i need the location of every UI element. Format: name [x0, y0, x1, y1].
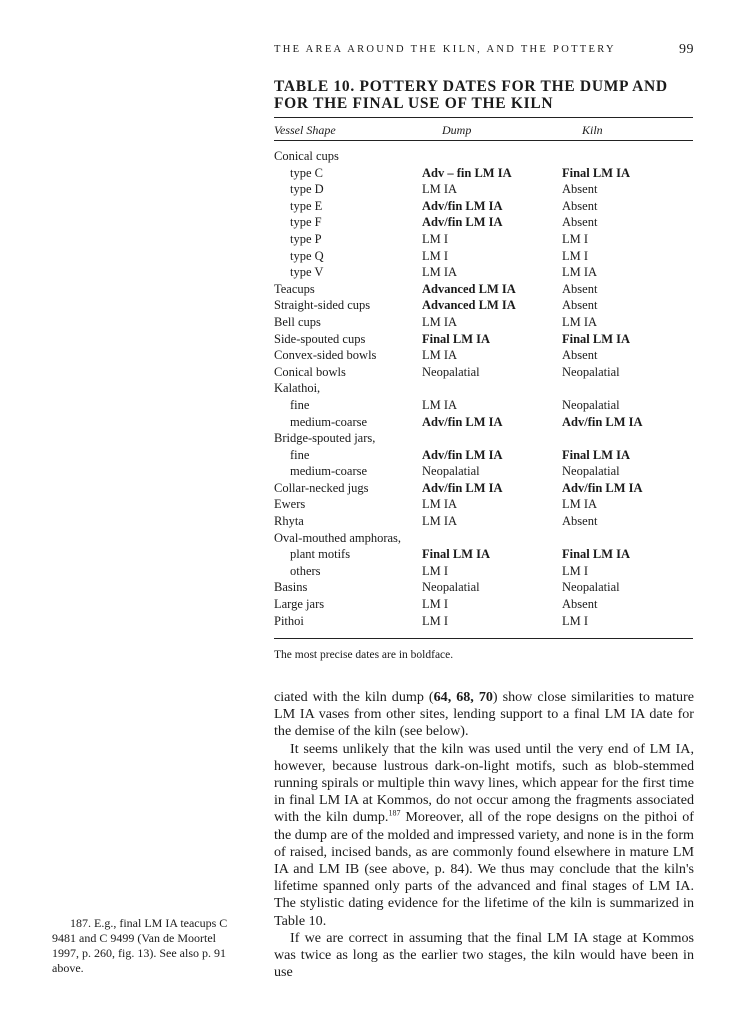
footnote-text: 187. E.g., final LM IA teacups C 9481 and C 9499 (Van de Moortel 1997, p. 260, fig. 13). See also p. 91 above.: [52, 916, 228, 975]
cell-vessel-shape: type Q: [290, 248, 324, 263]
cell-dump-date: LM I: [422, 613, 449, 628]
cell-kiln-date: Adv/fin LM IA: [562, 414, 643, 429]
table-row: [274, 181, 694, 198]
cell-kiln-date: Absent: [562, 281, 598, 296]
cell-vessel-shape: Bridge-spouted jars,: [274, 431, 376, 446]
cell-vessel-shape: medium-coarse: [290, 414, 368, 429]
cell-vessel-shape: Convex-sided bowls: [274, 348, 377, 363]
cell-vessel-shape: type V: [290, 265, 324, 280]
cell-vessel-shape: Basins: [274, 580, 308, 595]
paragraph-2-text-a: It seems unlikely that the kiln was used until the very end of LM IA, however, because lustrous dark-on-light motifs, such as blob-stemmed running spirals or multiple thin wavy lines, which appear for the first time in final LM IA at Kommos, do not occur among the fragments associated with the kiln dump.: [274, 740, 694, 826]
cell-dump-date: Adv/fin LM IA: [422, 447, 503, 462]
cell-vessel-shape: others: [290, 563, 321, 578]
table-title-line-1: TABLE 10. POTTERY DATES FOR THE DUMP AND: [274, 78, 668, 95]
cell-vessel-shape: fine: [290, 447, 310, 462]
cell-vessel-shape: Bell cups: [274, 314, 321, 329]
table-row: [274, 530, 694, 547]
cell-dump-date: LM I: [422, 231, 449, 246]
cell-dump-date: Advanced LM IA: [422, 298, 516, 313]
table-header-rule: [274, 140, 693, 141]
cell-vessel-shape: Teacups: [274, 281, 315, 296]
cell-kiln-date: LM I: [562, 563, 589, 578]
cell-vessel-shape: Ewers: [274, 497, 306, 512]
running-head: [274, 44, 694, 60]
cell-vessel-shape: fine: [290, 397, 310, 412]
cell-vessel-shape: Oval-mouthed amphoras,: [274, 530, 402, 545]
cell-kiln-date: Absent: [562, 514, 598, 529]
cell-kiln-date: LM I: [562, 231, 589, 246]
cell-kiln-date: LM IA: [562, 497, 598, 512]
cell-dump-date: Adv/fin LM IA: [422, 480, 503, 495]
table-row: [274, 331, 694, 348]
cell-dump-date: LM IA: [422, 397, 458, 412]
table-row: [274, 264, 694, 281]
cell-vessel-shape: type D: [290, 182, 324, 197]
table-row: [274, 546, 694, 563]
table-row: [274, 347, 694, 364]
table-title-line-2: FOR THE FINAL USE OF THE KILN: [274, 95, 554, 112]
table-row: [274, 496, 694, 513]
table-top-rule: [274, 117, 693, 118]
table-row: [274, 297, 694, 314]
cell-kiln-date: Final LM IA: [562, 165, 631, 180]
table-title: [274, 78, 694, 112]
cell-vessel-shape: Pithoi: [274, 613, 304, 628]
cell-kiln-date: LM I: [562, 248, 589, 263]
cell-dump-date: LM I: [422, 597, 449, 612]
table-row: [274, 613, 694, 630]
footnote-reference: 187: [388, 808, 401, 818]
cell-kiln-date: Absent: [562, 182, 598, 197]
table-note: The most precise dates are in boldface.: [274, 649, 454, 661]
cell-dump-date: Adv/fin LM IA: [422, 198, 503, 213]
cell-vessel-shape: type E: [290, 198, 323, 213]
table-row: [274, 414, 694, 431]
table-row: [274, 513, 694, 530]
cell-kiln-date: Final LM IA: [562, 547, 631, 562]
cell-vessel-shape: Conical bowls: [274, 364, 346, 379]
table-row: [274, 198, 694, 215]
table-row: [274, 248, 694, 265]
cell-vessel-shape: type C: [290, 165, 323, 180]
footnote-187: [52, 916, 242, 976]
cell-dump-date: LM IA: [422, 265, 458, 280]
column-header-vessel-shape: Vessel Shape: [274, 123, 336, 137]
table-row: [274, 563, 694, 580]
cell-dump-date: Adv – fin LM IA: [422, 165, 512, 180]
cell-kiln-date: Absent: [562, 198, 598, 213]
table-body: [274, 148, 694, 629]
table-row: [274, 214, 694, 231]
cell-vessel-shape: Side-spouted cups: [274, 331, 366, 346]
cell-dump-date: LM I: [422, 248, 449, 263]
table-row: [274, 281, 694, 298]
cell-vessel-shape: Large jars: [274, 597, 325, 612]
cell-vessel-shape: medium-coarse: [290, 464, 368, 479]
cell-kiln-date: Absent: [562, 348, 598, 363]
paragraph-1-text-a: ciated with the kiln dump (: [274, 689, 434, 705]
table-bottom-rule: [274, 638, 693, 639]
cell-kiln-date: Neopalatial: [562, 580, 620, 595]
cell-dump-date: Advanced LM IA: [422, 281, 516, 296]
cell-kiln-date: Neopalatial: [562, 397, 620, 412]
cell-vessel-shape: type F: [290, 215, 322, 230]
cell-dump-date: LM IA: [422, 348, 458, 363]
column-header-dump: Dump: [442, 123, 472, 137]
running-head-title: THE AREA AROUND THE KILN, AND THE POTTERY: [274, 44, 616, 55]
cell-kiln-date: Adv/fin LM IA: [562, 480, 643, 495]
paragraph-1-text-b: ) show close similarities to mature LM IA vases from other sites, lending support to a final LM IA date for the demise of the kiln (see below).: [274, 689, 695, 740]
cell-dump-date: Final LM IA: [422, 547, 491, 562]
cell-dump-date: Neopalatial: [422, 464, 480, 479]
body-text: [274, 689, 694, 981]
cell-vessel-shape: plant motifs: [290, 547, 351, 562]
table-row: [274, 397, 694, 414]
cell-vessel-shape: Kalathoi,: [274, 381, 321, 396]
cell-kiln-date: Neopalatial: [562, 464, 620, 479]
cell-dump-date: LM IA: [422, 514, 458, 529]
table-row: [274, 447, 694, 464]
cell-vessel-shape: Conical cups: [274, 149, 339, 163]
table-row: [274, 364, 694, 381]
column-header-kiln: Kiln: [582, 123, 603, 137]
cell-kiln-date: Absent: [562, 298, 598, 313]
cell-dump-date: LM I: [422, 563, 449, 578]
table-row: [274, 380, 694, 397]
cell-dump-date: Final LM IA: [422, 331, 491, 346]
cell-kiln-date: Absent: [562, 215, 598, 230]
paragraph-3: If we are correct in assuming that the final LM IA stage at Kommos was twice as long as the earlier two stages, the kiln would have been in use: [274, 929, 694, 981]
cell-kiln-date: LM IA: [562, 265, 598, 280]
cell-vessel-shape: type P: [290, 231, 322, 246]
table-row: [274, 231, 694, 248]
cell-vessel-shape: Collar-necked jugs: [274, 480, 369, 495]
catalog-numbers: 64, 68, 70: [433, 689, 493, 705]
cell-vessel-shape: Straight-sided cups: [274, 298, 371, 313]
table-row: [274, 579, 694, 596]
table-row: [274, 480, 694, 497]
paragraph-2-text-b: Moreover, all of the rope designs on the pithoi of the dump are of the molded and impressed variety, and none is in the form of raised, incised bands, as are commonly found elsewhere in mature LM IA and LM IB (see above, p. 84). We thus may conclude that the kiln's lifetime spanned only parts of the advanced and final stages of LM IA. The stylistic dating evidence for the lifetime of the kiln is summarized in Table 10.: [274, 809, 694, 929]
cell-dump-date: Adv/fin LM IA: [422, 215, 503, 230]
cell-dump-date: LM IA: [422, 497, 458, 512]
cell-vessel-shape: Rhyta: [274, 514, 304, 529]
cell-kiln-date: Absent: [562, 597, 598, 612]
cell-kiln-date: LM I: [562, 613, 589, 628]
table-row: [274, 165, 694, 182]
cell-kiln-date: Neopalatial: [562, 364, 620, 379]
cell-dump-date: Neopalatial: [422, 580, 480, 595]
table-row: [274, 596, 694, 613]
paragraph-2: [274, 741, 694, 930]
table-row: [274, 430, 694, 447]
cell-kiln-date: LM IA: [562, 314, 598, 329]
table-row: [274, 463, 694, 480]
table-row: [274, 314, 694, 331]
cell-dump-date: Adv/fin LM IA: [422, 414, 503, 429]
cell-dump-date: Neopalatial: [422, 364, 480, 379]
cell-dump-date: LM IA: [422, 314, 458, 329]
cell-kiln-date: Final LM IA: [562, 331, 631, 346]
paragraph-1: [274, 689, 694, 741]
page-number: 99: [679, 42, 694, 57]
table-row: [274, 148, 694, 165]
cell-kiln-date: Final LM IA: [562, 447, 631, 462]
cell-dump-date: LM IA: [422, 182, 458, 197]
